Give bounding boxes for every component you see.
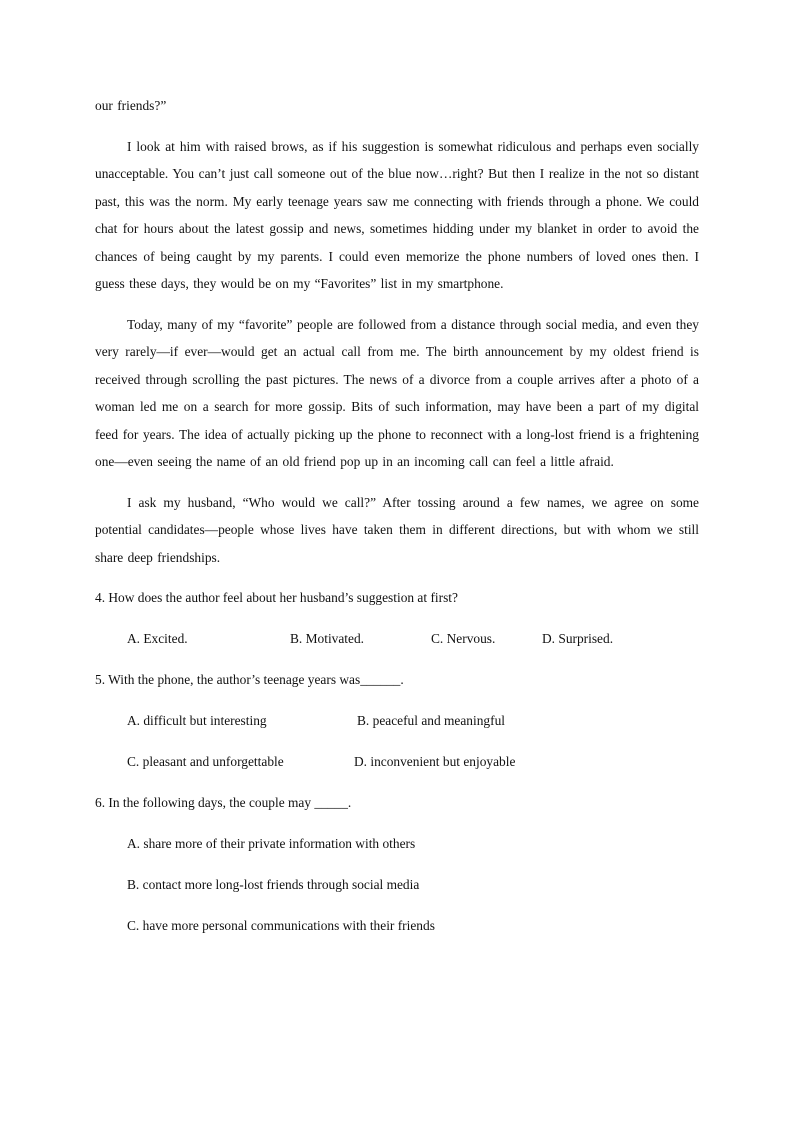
document-page	[95, 92, 699, 940]
question-5-options-row-2	[95, 748, 699, 776]
question-6-stem: 6. In the following days, the couple may _____.	[95, 795, 352, 810]
question-5-stem: 5. With the phone, the author’s teenage years was______.	[95, 672, 404, 687]
question-4-option-c: C. Nervous.	[431, 631, 496, 646]
question-6-option-b: B. contact more long-lost friends through social media	[127, 877, 420, 892]
question-5-option-b: B. peaceful and meaningful	[357, 713, 505, 728]
question-4-option-a: A. Excited.	[127, 631, 188, 646]
question-6-option-a: A. share more of their private information with others	[127, 836, 416, 851]
question-6-option-c: C. have more personal communications with their friends	[127, 918, 435, 933]
question-4-options	[95, 625, 699, 653]
passage-paragraph-2: Today, many of my “favorite” people are followed from a distance through social media, and even they very rarely—if ever—would get an actual call from me. The birth announcement by my oldest friend is received through scrolling the past pictures. The news of a divorce from a couple arrives after a photo of a woman led me on a search for more gossip. Bits of such information, may have been a part of my digital feed for years. The idea of actually picking up the phone to reconnect with a long-lost friend is a frightening one—even seeing the name of an old friend pop up in an incoming call can feel a little afraid.	[95, 316, 699, 469]
passage-fragment: our friends?”	[95, 98, 167, 113]
question-4-stem: 4. How does the author feel about her husband’s suggestion at first?	[95, 590, 458, 605]
passage-paragraph-1: I look at him with raised brows, as if his suggestion is somewhat ridiculous and perhaps even socially unacceptable. You can’t just call someone out of the blue now…right? But then I realize in the not so distant past, this was the norm. My early teenage years saw me connecting with friends through a phone. We could chat for hours about the latest gossip and news, sometimes hidding under my blanket in order to avoid the chances of being caught by my parents. I could even memorize the phone numbers of loved ones then. I guess these days, they would be on my “Favorites” list in my smartphone.	[95, 138, 699, 291]
question-4-option-d: D. Surprised.	[542, 631, 614, 646]
question-5-option-d: D. inconvenient but enjoyable	[354, 754, 516, 769]
question-5-options-row-1	[95, 707, 699, 735]
question-5-option-c: C. pleasant and unforgettable	[127, 754, 284, 769]
question-5-option-a: A. difficult but interesting	[127, 713, 267, 728]
question-4-option-b: B. Motivated.	[290, 631, 365, 646]
passage-paragraph-3: I ask my husband, “Who would we call?” After tossing around a few names, we agree on some potential candidates—people whose lives have taken them in different directions, but with whom we still share deep friendships.	[95, 494, 699, 565]
